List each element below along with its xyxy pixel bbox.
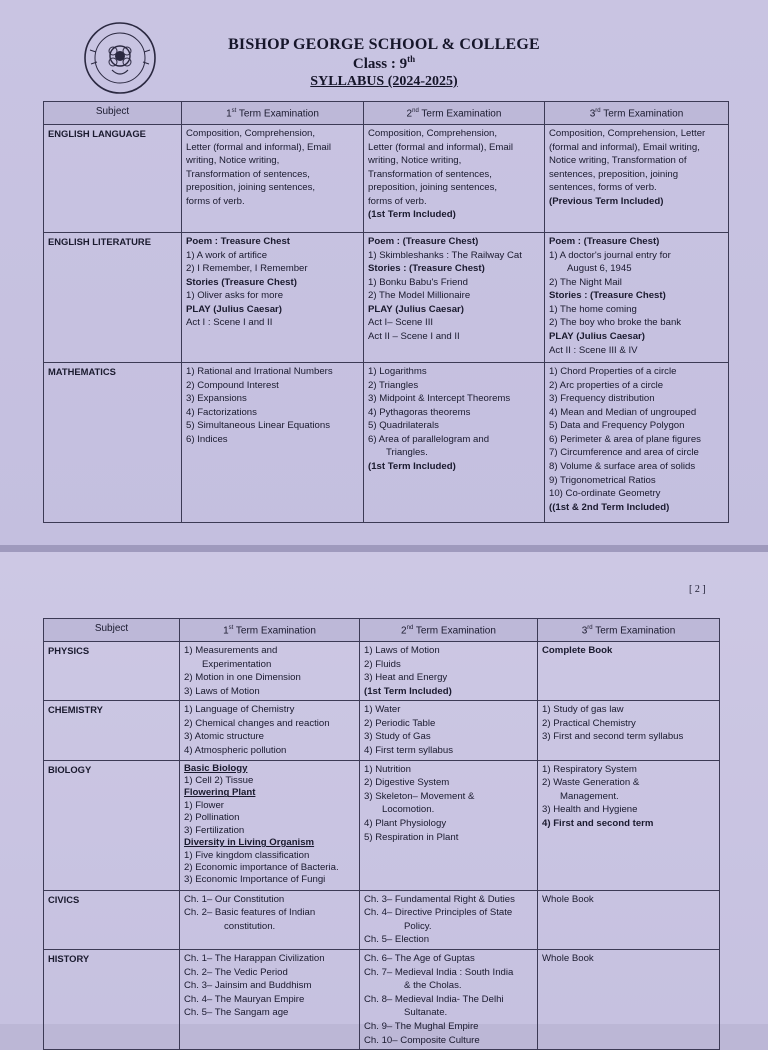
term1-mathematics: 1) Rational and Irrational Numbers 2) Compound Interest 3) Expansions 4) Factorizations 5) Simultaneous Linear Equations 6) Indices xyxy=(182,362,364,522)
term2-civics: Ch. 3– Fundamental Right & Duties Ch. 4– Directive Principles of State Policy. Ch. 5– Election xyxy=(360,890,538,949)
term3-chemistry: 1) Study of gas law 2) Practical Chemistry 3) First and second term syllabus xyxy=(538,701,720,760)
term2-physics: 1) Laws of Motion 2) Fluids 3) Heat and Energy (1st Term Included) xyxy=(360,641,538,700)
table-header-row xyxy=(44,619,720,642)
subject-english-language: ENGLISH LANGUAGE xyxy=(44,124,182,232)
term2-history: Ch. 6– The Age of Guptas Ch. 7– Medieval India : South India & the Cholas. Ch. 8– Medieval India- The Delhi Sultanate. Ch. 9– The Mughal Empire Ch. 10– Composite Culture xyxy=(360,950,538,1050)
table-row xyxy=(44,950,720,1050)
col-term-2: 2nd Term Examination xyxy=(364,102,545,125)
col-subject: Subject xyxy=(44,102,182,125)
term3-mathematics: 1) Chord Properties of a circle 2) Arc properties of a circle 3) Frequency distribution 4) Mean and Median of ungrouped 5) Data and Frequency Polygon 6) Perimeter & area of plane figures 7) Circumference and area of circle 8) Volume & surface area of solids 9) Trigonometrical Ratios 10) Co-ordinate Geometry ((1st & 2nd Term Included) xyxy=(545,362,729,522)
table-header-row xyxy=(44,102,729,125)
subject-english-literature: ENGLISH LITERATURE xyxy=(44,232,182,362)
table-row xyxy=(44,232,729,362)
term1-english-literature: Poem : Treasure Chest 1) A work of artifice 2) I Remember, I Remember Stories (Treasure Chest) 1) Oliver asks for more PLAY (Julius Caesar) Act I : Scene I and II xyxy=(182,232,364,362)
term1-english-language: Composition, Comprehension, Letter (formal and informal), Email writing, Notice writing, Transformation of sentences, preposition, joining sentences, forms of verb. xyxy=(182,124,364,232)
term1-biology: Basic Biology 1) Cell 2) Tissue Flowering Plant 1) Flower 2) Pollination 3) Fertilization Diversity in Living Organism 1) Five kingdom classification 2) Economic importance of Bacteria. 3) Economic Importance of Fungi xyxy=(180,760,360,890)
col-term-1: 1st Term Examination xyxy=(180,619,360,642)
page-gap xyxy=(0,545,768,552)
syllabus-table-2 xyxy=(43,618,720,1050)
col-term-3: 3rd Term Examination xyxy=(538,619,720,642)
subject-history: HISTORY xyxy=(44,950,180,1050)
term2-chemistry: 1) Water 2) Periodic Table 3) Study of Gas 4) First term syllabus xyxy=(360,701,538,760)
subject-chemistry: CHEMISTRY xyxy=(44,701,180,760)
term2-mathematics: 1) Logarithms 2) Triangles 3) Midpoint & Intercept Theorems 4) Pythagoras theorems 5) Quadrilaterals 6) Area of parallelogram and Triangles. (1st Term Included) xyxy=(364,362,545,522)
col-term-3: 3rd Term Examination xyxy=(545,102,729,125)
term1-physics: 1) Measurements and Experimentation 2) Motion in one Dimension 3) Laws of Motion xyxy=(180,641,360,700)
term3-physics: Complete Book xyxy=(538,641,720,700)
term3-english-literature: Poem : (Treasure Chest) 1) A doctor's journal entry for August 6, 1945 2) The Night Mail Stories : (Treasure Chest) 1) The home coming 2) The boy who broke the bank PLAY (Julius Caesar) Act II : Scene III & IV xyxy=(545,232,729,362)
table-row xyxy=(44,890,720,949)
class-title: Class : 9th xyxy=(352,54,416,72)
syllabus-title: SYLLABUS (2024-2025) xyxy=(310,74,458,89)
subject-civics: CIVICS xyxy=(44,890,180,949)
term2-english-literature: Poem : (Treasure Chest) 1) Skimbleshanks : The Railway Cat Stories : (Treasure Chest) 1) Bonku Babu's Friend 2) The Model Millionaire PLAY (Julius Caesar) Act I– Scene III Act II – Scene I and II xyxy=(364,232,545,362)
subject-physics: PHYSICS xyxy=(44,641,180,700)
table-row xyxy=(44,641,720,700)
col-term-1: 1st Term Examination xyxy=(182,102,364,125)
term3-biology: 1) Respiratory System 2) Waste Generation & Management. 3) Health and Hygiene 4) First and second term xyxy=(538,760,720,890)
term1-civics: Ch. 1– Our Constitution Ch. 2– Basic features of Indian constitution. xyxy=(180,890,360,949)
table-row xyxy=(44,124,729,232)
subject-mathematics: MATHEMATICS xyxy=(44,362,182,522)
syllabus-table-1 xyxy=(43,101,729,523)
col-subject: Subject xyxy=(44,619,180,642)
table-row xyxy=(44,701,720,760)
term1-history: Ch. 1– The Harappan Civilization Ch. 2– The Vedic Period Ch. 3– Jainsim and Buddhism Ch. 4– The Mauryan Empire Ch. 5– The Sangam age xyxy=(180,950,360,1050)
table-row xyxy=(44,760,720,890)
term2-english-language: Composition, Comprehension, Letter (formal and informal), Email writing, Notice writing, Transformation of sentences, preposition, joining sentences, forms of verb. (1st Term Included) xyxy=(364,124,545,232)
subject-biology: BIOLOGY xyxy=(44,760,180,890)
term2-biology: 1) Nutrition 2) Digestive System 3) Skeleton– Movement & Locomotion. 4) Plant Physiology 5) Respiration in Plant xyxy=(360,760,538,890)
page-number: [ 2 ] xyxy=(689,584,706,595)
term3-english-language: Composition, Comprehension, Letter (formal and informal), Email writing, Notice writing, Transformation of sentences, preposition, joining sentences, forms of verb. (Previous Term Included) xyxy=(545,124,729,232)
school-name: BISHOP GEORGE SCHOOL & COLLEGE xyxy=(228,36,540,53)
term3-civics: Whole Book xyxy=(538,890,720,949)
term3-history: Whole Book xyxy=(538,950,720,1050)
term1-chemistry: 1) Language of Chemistry 2) Chemical changes and reaction 3) Atomic structure 4) Atmospheric pollution xyxy=(180,701,360,760)
col-term-2: 2nd Term Examination xyxy=(360,619,538,642)
table-row xyxy=(44,362,729,522)
